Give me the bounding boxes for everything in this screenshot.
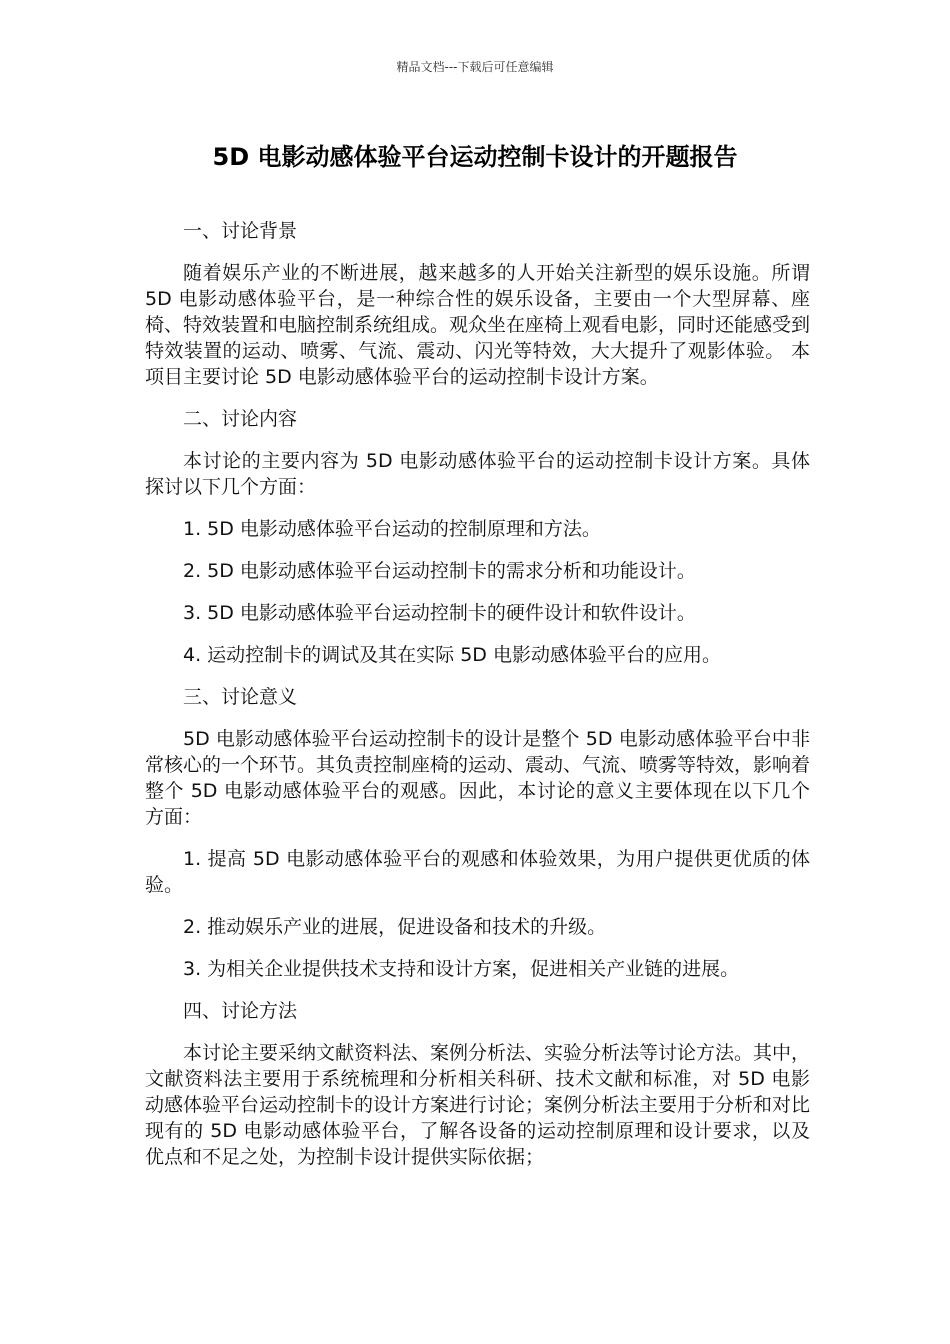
header-note: 精品文档---下载后可任意编辑	[396, 60, 554, 74]
paragraph: 随着娱乐产业的不断进展，越来越多的人开始关注新型的娱乐设施。所谓 5D 电影动感体验平台，是一种综合性的娱乐设备，主要由一个大型屏幕、座椅、特效装置和电脑控制系统组成。观众坐在座椅上观看电影，同时还能感受到特效装置的运动、喷雾、气流、震动、闪光等特效，大大提升了观影体验。 本项目主要讨论 5D 电影动感体验平台的运动控制卡设计方案。	[145, 262, 811, 388]
paragraph: 本讨论主要采纳文献资料法、案例分析法、实验分析法等讨论方法。其中，文献资料法主要用于系统梳理和分析相关科研、技术文献和标准，对 5D 电影动感体验平台运动控制卡的设计方案进行讨论；案例分析法主要用于分析和对比现有的 5D 电影动感体验平台，了解各设备的运动控制原理和设计要求，以及优点和不足之处，为控制卡设计提供实际依据；	[145, 1042, 811, 1168]
list-item: 1. 5D 电影动感体验平台运动的控制原理和方法。	[183, 518, 601, 540]
list-item: 3. 为相关企业提供技术支持和设计方案，促进相关产业链的进展。	[183, 958, 740, 980]
paragraph: 5D 电影动感体验平台运动控制卡的设计是整个 5D 电影动感体验平台中非常核心的一个环节。其负责控制座椅的运动、震动、气流、喷雾等特效，影响着整个 5D 电影动感体验平台的观感。因此，本讨论的意义主要体现在以下几个方面：	[145, 728, 811, 828]
section-heading: 二、讨论内容	[183, 408, 298, 430]
paragraph: 本讨论的主要内容为 5D 电影动感体验平台的运动控制卡设计方案。具体探讨以下几个方面：	[145, 450, 810, 498]
list-item: 2. 5D 电影动感体验平台运动控制卡的需求分析和功能设计。	[183, 560, 696, 582]
list-item: 3. 5D 电影动感体验平台运动控制卡的硬件设计和软件设计。	[183, 602, 696, 624]
section-heading: 三、讨论意义	[183, 686, 298, 708]
list-item: 2. 推动娱乐产业的进展，促进设备和技术的升级。	[183, 916, 607, 938]
list-item: 1. 提高 5D 电影动感体验平台的观感和体验效果，为用户提供更优质的体验。	[145, 848, 810, 896]
section-heading: 一、讨论背景	[183, 220, 298, 242]
list-item: 4. 运动控制卡的调试及其在实际 5D 电影动感体验平台的应用。	[183, 644, 721, 666]
document-body	[145, 218, 810, 1186]
section-heading: 四、讨论方法	[183, 1000, 298, 1022]
document-title: 5D 电影动感体验平台运动控制卡设计的开题报告	[212, 143, 738, 171]
